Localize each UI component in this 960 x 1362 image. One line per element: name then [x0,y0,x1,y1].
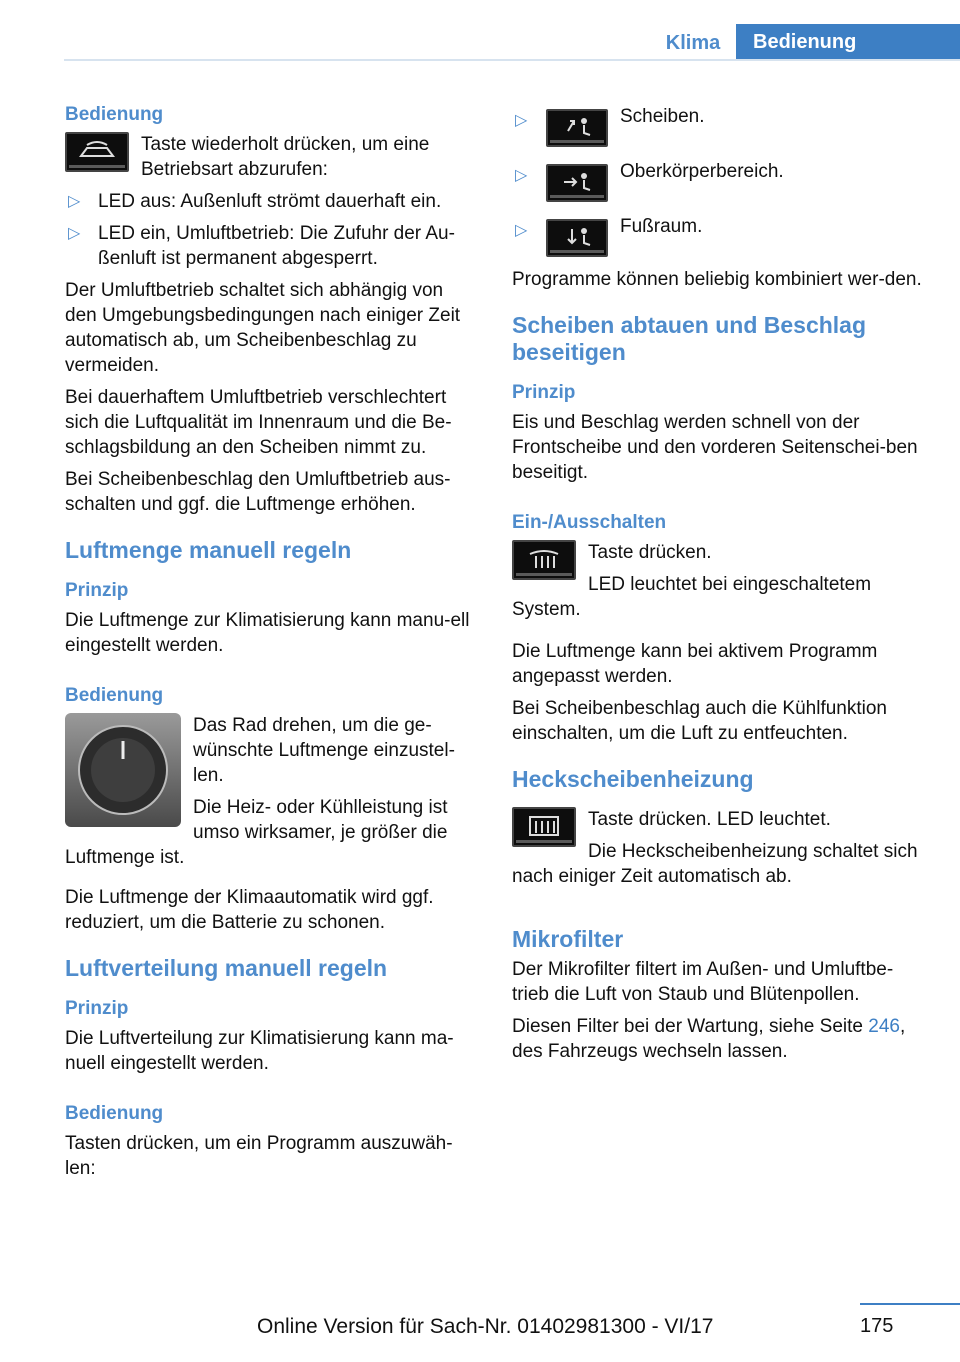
paragraph: Eis und Beschlag werden schnell von der Frontscheibe und den vorderen Seitenschei-ben beseitigt. [512,412,918,483]
header-rule [64,59,960,61]
subheading-bedienung: Bedienung [65,1103,164,1124]
footer-online-version: Online Version für Sach-Nr. 01402981300 - VI/17 [257,1315,714,1338]
subheading-bedienung: Bedienung [65,104,164,125]
subheading-prinzip: Prinzip [512,382,576,403]
right-column [512,102,924,1071]
program-item [512,102,924,157]
program-item [512,157,924,212]
paragraph: Die Luftmenge kann bei aktivem Programm angepasst werden. [512,641,878,687]
air-volume-knob-icon [65,713,181,827]
paragraph: Der Umluftbetrieb schaltet sich abhängig von den Umgebungsbedingungen nach einiger Zeit automatisch ab, um Scheibenbeschlag zu vermeiden. [65,280,461,376]
page-number: 175 [860,1315,894,1337]
subheading-ein-ausschalten: Ein-/Ausschalten [512,512,667,533]
air-distribution-upper-body-icon [546,164,608,202]
header-tab-bedienung: Bedienung [736,24,960,61]
paragraph: Programme können beliebig kombiniert wer-den. [512,269,922,290]
knob-text-2: Die Heiz- oder Kühlleistung ist umso wirksamer, je größer die Luftmenge ist. [65,797,448,868]
rear-window-heating-icon [512,807,576,847]
recirculation-car-icon [65,132,129,172]
left-column [65,102,477,1188]
program-item [512,212,924,267]
knob-text-1: Das Rad drehen, um die ge-wünschte Luftmenge einzustel-len. [193,715,455,786]
program-label: Oberkörperbereich. [620,161,784,182]
paragraph: Die Luftmenge zur Klimatisierung kann manu-ell eingestellt werden. [65,610,470,656]
subheading-prinzip: Prinzip [65,580,129,601]
defrost-windshield-icon [512,540,576,580]
rear-heating-text-2: Die Heckscheibenheizung schaltet sich nach einiger Zeit automatisch ab. [512,841,918,887]
paragraph: Die Luftverteilung zur Klimatisierung kann ma-nuell eingestellt werden. [65,1028,454,1074]
heading-luftverteilung: Luftverteilung manuell regeln [65,955,388,981]
air-distribution-footwell-icon [546,219,608,257]
arrow-bullet-icon: ▷ [515,222,528,239]
paragraph: Bei dauerhaftem Umluftbetrieb verschlechtert sich die Luftqualität im Innenraum und die Be-schlagsbildung an den Scheiben nimmt zu. [65,387,452,458]
arrow-bullet-icon: ▷ [68,193,81,210]
subheading-bedienung: Bedienung [65,685,164,706]
footer-rule [860,1303,960,1305]
knob-instruction [65,713,477,877]
heading-scheiben-abtauen: Scheiben abtauen und Beschlag beseitigen [512,312,867,365]
list-item: ▷ LED ein, Umluftbetrieb: Die Zufuhr der Au-ßenluft ist permanent abgesperrt. [68,223,455,269]
paragraph: Tasten drücken, um ein Programm auszuwäh-len: [65,1133,453,1179]
heading-mikrofilter: Mikrofilter [512,926,624,952]
recirculation-instruction [65,132,477,189]
paragraph: Der Mikrofilter filtert im Außen- und Umluftbe-trieb die Luft von Staub und Blütenpollen. [512,959,894,1005]
page-link-246[interactable]: 246 [868,1016,900,1037]
heading-heckscheibenheizung: Heckscheibenheizung [512,766,754,792]
list-item: ▷ LED aus: Außenluft strömt dauerhaft ein. [68,191,442,212]
paragraph: Bei Scheibenbeschlag den Umluftbetrieb aus-schalten und ggf. die Luftmenge erhöhen. [65,469,451,515]
paragraph: Diesen Filter bei der Wartung, siehe Seite 246, des Fahrzeugs wechseln lassen. [512,1016,906,1062]
header-tab-klima: Klima [665,32,721,54]
defrost-text-1: Taste drücken. [588,542,712,563]
rear-heating-instruction [512,807,924,896]
paragraph: Bei Scheibenbeschlag auch die Kühlfunktion einschalten, um die Luft zu entfeuchten. [512,698,887,744]
defrost-text-2: LED leuchtet bei eingeschaltetem System. [512,574,872,620]
program-label: Scheiben. [620,106,705,127]
arrow-bullet-icon: ▷ [515,167,528,184]
rear-heating-text-1: Taste drücken. LED leuchtet. [588,809,831,830]
heading-luftmenge: Luftmenge manuell regeln [65,537,352,563]
paragraph: Die Luftmenge der Klimaautomatik wird ggf. reduziert, um die Batterie zu schonen. [65,887,434,933]
arrow-bullet-icon: ▷ [68,225,81,242]
air-distribution-windows-icon [546,109,608,147]
recirculation-text: Taste wiederholt drücken, um eine Betriebsart abzurufen: [141,134,430,180]
subheading-prinzip: Prinzip [65,998,129,1019]
program-label: Fußraum. [620,216,703,237]
defrost-instruction [512,540,924,629]
arrow-bullet-icon: ▷ [515,112,528,129]
